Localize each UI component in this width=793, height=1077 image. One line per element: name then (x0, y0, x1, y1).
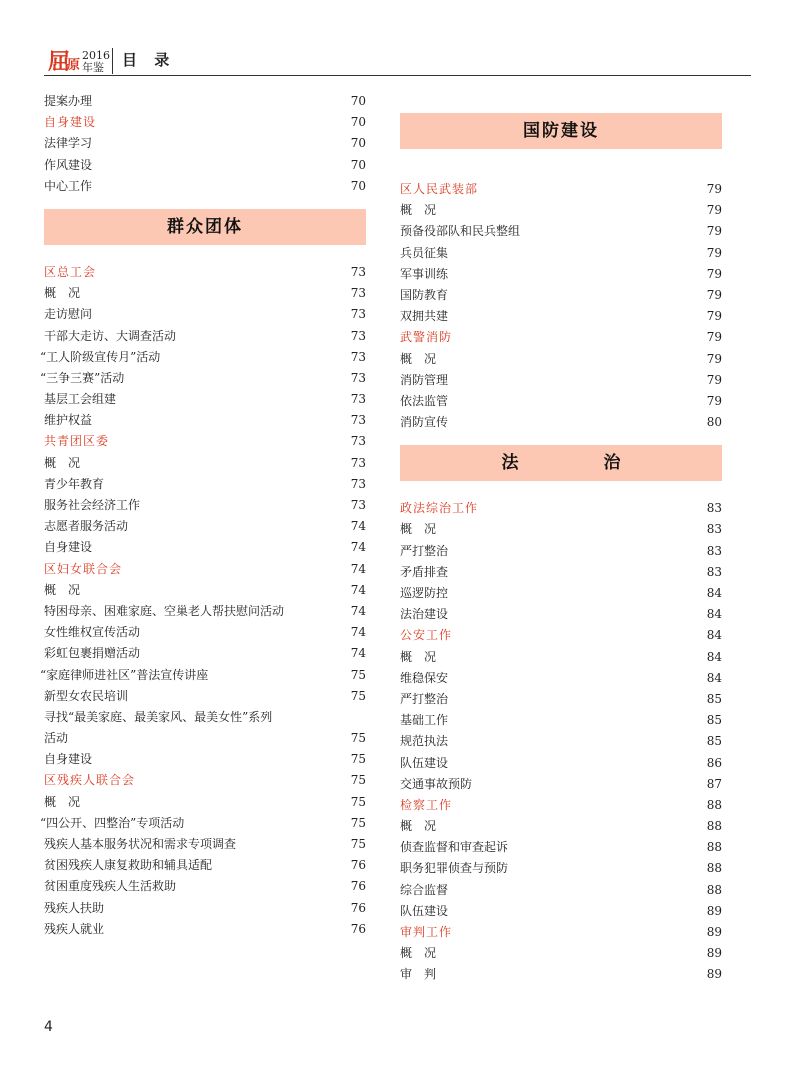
entry-title: 巡逻防控 (400, 586, 449, 600)
toc-entry[interactable] (44, 283, 366, 304)
entry-title: “家庭律师进社区”普法宣传讲座 (40, 667, 209, 682)
toc-entry[interactable] (44, 876, 366, 897)
entry-title: 消防管理 (400, 372, 449, 387)
entry-page: 79 (706, 351, 722, 366)
logo-year: 2016 (82, 49, 110, 62)
toc-entry[interactable] (400, 774, 722, 795)
entry-page: 88 (706, 797, 722, 812)
entry-page: 87 (706, 776, 722, 791)
entry-title: 审判工作 (400, 925, 453, 939)
toc-category[interactable] (44, 112, 366, 133)
entry-title: 寻找“最美家庭、最美家风、最美女性”系列 (44, 709, 273, 724)
toc-left-column (40, 91, 366, 940)
entry-page: 83 (706, 543, 722, 558)
entry-page: 79 (706, 287, 722, 302)
entry-page: 75 (350, 837, 366, 851)
entry-title: 走访慰问 (44, 307, 93, 322)
entry-page: 73 (350, 264, 366, 279)
entry-page: 74 (350, 540, 366, 555)
section-banner-national-defense (400, 113, 722, 149)
entry-page: 73 (350, 413, 366, 428)
entry-title: 区人民武装部 (400, 182, 479, 196)
entry-title: 武警消防 (400, 330, 453, 345)
toc-category[interactable] (44, 770, 366, 791)
entry-title: 干部大走访、大调查活动 (44, 328, 177, 343)
entry-title: 特困母亲、困难家庭、空巢老人帮扶慰问活动 (44, 603, 285, 618)
section-title: 国防建设 (523, 121, 599, 141)
toc-left-top-list (44, 91, 366, 197)
entry-page: 88 (706, 840, 722, 855)
entry-title: 综合监督 (400, 882, 449, 897)
entry-title: 兵员征集 (400, 245, 449, 260)
entry-page: 75 (350, 688, 366, 703)
toc-category[interactable] (400, 179, 722, 200)
toc-right-list-2 (400, 498, 722, 985)
entry-title: 预备役部队和民兵整组 (400, 224, 521, 239)
entry-title: 概 况 (400, 351, 437, 366)
entry-title: 自身建设 (44, 752, 93, 767)
entry-title: 审 判 (400, 967, 437, 982)
entry-title: 规范执法 (400, 734, 449, 749)
entry-page: 76 (350, 879, 366, 894)
toc-entry[interactable] (400, 710, 722, 731)
toc-entry[interactable] (44, 410, 366, 431)
entry-title: 概 况 (400, 946, 437, 961)
toc-entry[interactable] (44, 133, 366, 154)
header-divider (112, 48, 113, 74)
entry-title: 青少年教育 (44, 476, 105, 491)
entry-title: 政法综治工作 (400, 501, 479, 516)
entry-title: 国防教育 (400, 287, 449, 302)
section-title: 法 治 (501, 453, 655, 474)
entry-page: 89 (706, 967, 722, 982)
toc-entry[interactable] (400, 412, 722, 433)
entry-title: “四公开、四整治”专项活动 (40, 815, 185, 830)
entry-title: 女性维权宣传活动 (44, 625, 141, 640)
entry-page: 73 (350, 498, 366, 512)
entry-page: 85 (706, 734, 722, 749)
entry-page: 74 (350, 625, 366, 640)
entry-title: 区妇女联合会 (44, 561, 123, 576)
entry-page: 73 (350, 455, 366, 470)
entry-page: 75 (350, 794, 366, 809)
toc-entry[interactable] (400, 964, 722, 985)
toc-entry[interactable] (400, 943, 722, 964)
entry-page: 70 (350, 136, 366, 151)
toc-category[interactable] (400, 795, 722, 816)
entry-title: 概 况 (44, 582, 81, 597)
entry-page: 73 (350, 434, 366, 449)
entry-title: 自身建设 (44, 540, 93, 555)
entry-page: 79 (706, 182, 722, 196)
toc-entry[interactable] (44, 622, 366, 643)
toc-entry[interactable] (400, 604, 722, 625)
toc-category[interactable] (44, 431, 366, 452)
entry-title: 公安工作 (400, 628, 453, 643)
toc-entry[interactable] (40, 813, 366, 834)
toc-entry[interactable] (44, 453, 366, 474)
toc-entry[interactable] (44, 834, 366, 855)
entry-title: 概 况 (400, 203, 437, 218)
entry-page: 88 (706, 819, 722, 834)
toc-entry[interactable] (44, 91, 366, 112)
entry-title: 残疾人扶助 (44, 900, 105, 915)
entry-page: 74 (350, 646, 366, 661)
entry-page: 74 (350, 561, 366, 576)
entry-page: 75 (350, 667, 366, 682)
toc-entry[interactable] (44, 580, 366, 601)
section-banner-mass-organizations (44, 209, 366, 245)
entry-page: 74 (350, 603, 366, 618)
entry-page: 79 (706, 266, 722, 281)
entry-title: 残疾人基本服务状况和需求专项调查 (44, 837, 237, 851)
toc-entry[interactable] (400, 689, 722, 710)
entry-page: 73 (350, 307, 366, 322)
toc-category[interactable] (44, 262, 366, 283)
toc-entry[interactable] (400, 753, 722, 774)
toc-entry[interactable] (44, 176, 366, 197)
entry-title: 概 况 (400, 819, 437, 834)
entry-title: 矛盾排查 (400, 564, 449, 579)
entry-page: 89 (706, 946, 722, 961)
entry-title: 检察工作 (400, 797, 453, 812)
entry-title: “工人阶级宣传月”活动 (40, 349, 161, 364)
toc-category[interactable] (400, 327, 722, 348)
toc-entry[interactable] (400, 370, 722, 391)
entry-page: 75 (350, 815, 366, 830)
entry-title: 新型女农民培训 (44, 688, 129, 703)
page-header (44, 44, 751, 76)
page-title: 目 录 (122, 51, 176, 69)
toc-entry[interactable] (400, 647, 722, 668)
entry-title: 消防宣传 (400, 415, 449, 430)
toc-entry[interactable] (400, 562, 722, 583)
entry-page: 89 (706, 925, 722, 939)
entry-page: 75 (350, 731, 366, 746)
entry-page: 79 (706, 372, 722, 387)
entry-title: 法治建设 (400, 607, 449, 622)
toc-entry[interactable] (44, 516, 366, 537)
entry-title: 维护权益 (44, 413, 93, 428)
toc-entry[interactable] (44, 601, 366, 622)
entry-page: 79 (706, 393, 722, 408)
entry-title: 概 况 (400, 522, 437, 537)
toc-entry[interactable] (400, 221, 722, 242)
toc-entry[interactable] (400, 349, 722, 370)
toc-entry[interactable] (44, 495, 366, 516)
entry-page: 80 (706, 415, 722, 430)
entry-page: 79 (706, 245, 722, 260)
entry-page: 73 (350, 370, 366, 385)
toc-entry[interactable] (400, 200, 722, 221)
entry-page: 79 (706, 309, 722, 324)
toc-entry[interactable] (400, 264, 722, 285)
entry-page: 70 (350, 115, 366, 130)
entry-title: 残疾人就业 (44, 921, 105, 936)
entry-title: 概 况 (44, 286, 81, 301)
entry-page: 83 (706, 501, 722, 516)
toc-category[interactable] (400, 922, 722, 943)
logo-yearbook-label: 年鉴 (82, 61, 104, 74)
yearbook-logo: 屈原 (48, 50, 81, 75)
toc-entry[interactable] (40, 368, 366, 389)
entry-page: 70 (350, 178, 366, 193)
section-title: 群众团体 (167, 216, 243, 237)
entry-title: 区残疾人联合会 (44, 773, 136, 788)
entry-page: 75 (350, 773, 366, 788)
entry-page: 73 (350, 328, 366, 343)
toc-entry[interactable] (400, 243, 722, 264)
toc-entry[interactable] (400, 901, 722, 922)
entry-title: 贫困重度残疾人生活救助 (44, 879, 177, 894)
entry-title: 严打整治 (400, 691, 449, 706)
entry-title: 贫困残疾人康复救助和辅具适配 (44, 858, 213, 873)
entry-page: 85 (706, 713, 722, 728)
toc-entry[interactable] (44, 537, 366, 558)
entry-page: 74 (350, 519, 366, 534)
entry-page: 70 (350, 157, 366, 172)
header-rule (44, 75, 751, 76)
toc-entry[interactable] (400, 541, 722, 562)
entry-page: 76 (350, 921, 366, 936)
toc-entry[interactable] (44, 155, 366, 176)
entry-page: 73 (350, 349, 366, 364)
toc-category[interactable] (400, 625, 722, 646)
toc-entry[interactable] (44, 643, 366, 664)
toc-left-list (40, 262, 366, 940)
entry-page: 88 (706, 861, 722, 876)
toc-entry[interactable] (44, 898, 366, 919)
entry-title: 基础工作 (400, 713, 449, 728)
entry-title: 共青团区委 (44, 434, 110, 449)
entry-page: 73 (350, 476, 366, 491)
toc-entry[interactable] (44, 919, 366, 940)
entry-page: 76 (350, 900, 366, 915)
toc-entry[interactable] (40, 665, 366, 686)
entry-title: 概 况 (44, 455, 81, 470)
entry-title: 志愿者服务活动 (44, 519, 129, 534)
entry-page: 70 (350, 94, 366, 108)
entry-page: 88 (706, 882, 722, 897)
entry-title: “三争三赛”活动 (40, 370, 125, 385)
entry-title: 交通事故预防 (400, 776, 473, 791)
toc-entry[interactable] (44, 728, 366, 749)
entry-title: 区总工会 (44, 264, 97, 279)
entry-title: 彩虹包裹捐赠活动 (44, 646, 141, 661)
entry-title: 依法监管 (400, 393, 449, 408)
entry-title: 严打整治 (400, 543, 449, 558)
entry-page: 83 (706, 564, 722, 579)
entry-page: 84 (706, 607, 722, 622)
toc-entry[interactable] (44, 326, 366, 347)
entry-page: 86 (706, 755, 722, 770)
entry-title: 作风建设 (44, 157, 93, 172)
entry-page: 79 (706, 224, 722, 239)
toc-entry[interactable] (400, 880, 722, 901)
toc-entry[interactable] (44, 474, 366, 495)
toc-right-list-1 (400, 179, 722, 433)
toc-entry[interactable] (44, 855, 366, 876)
entry-page: 79 (706, 330, 722, 345)
entry-page: 76 (350, 858, 366, 873)
toc-entry[interactable] (400, 285, 722, 306)
toc-entry[interactable] (44, 749, 366, 770)
toc-entry[interactable] (400, 519, 722, 540)
toc-entry[interactable] (400, 391, 722, 412)
page-number: 4 (44, 1019, 53, 1035)
toc-entry[interactable] (400, 583, 722, 604)
entry-page: 73 (350, 392, 366, 407)
toc-right-column (400, 113, 722, 986)
toc-entry[interactable] (400, 837, 722, 858)
entry-title: 队伍建设 (400, 755, 449, 770)
entry-title: 中心工作 (44, 178, 93, 193)
entry-page: 84 (706, 628, 722, 643)
entry-title: 法律学习 (44, 136, 93, 151)
toc-entry[interactable] (44, 707, 366, 728)
entry-title: 职务犯罪侦查与预防 (400, 861, 509, 876)
toc-entry[interactable] (400, 816, 722, 837)
entry-title: 活动 (44, 731, 69, 746)
entry-page: 79 (706, 203, 722, 218)
toc-entry[interactable] (44, 792, 366, 813)
entry-page: 73 (350, 286, 366, 301)
toc-entry[interactable] (400, 731, 722, 752)
entry-title: 服务社会经济工作 (44, 498, 141, 512)
toc-entry[interactable] (400, 858, 722, 879)
toc-entry[interactable] (44, 686, 366, 707)
entry-title: 概 况 (400, 649, 437, 664)
entry-title: 提案办理 (44, 94, 93, 108)
entry-page: 84 (706, 586, 722, 600)
entry-page: 84 (706, 649, 722, 664)
entry-title: 概 况 (44, 794, 81, 809)
entry-page: 84 (706, 670, 722, 685)
entry-title: 维稳保安 (400, 670, 449, 685)
entry-page: 74 (350, 582, 366, 597)
toc-category[interactable] (400, 498, 722, 519)
entry-page: 83 (706, 522, 722, 537)
entry-title: 基层工会组建 (44, 392, 117, 407)
toc-entry[interactable] (44, 304, 366, 325)
section-banner-rule-of-law (400, 445, 722, 481)
entry-title: 双拥共建 (400, 309, 449, 324)
toc-entry[interactable] (44, 389, 366, 410)
entry-page: 85 (706, 691, 722, 706)
entry-title: 自身建设 (44, 115, 97, 130)
toc-entry[interactable] (400, 668, 722, 689)
entry-page: 75 (350, 752, 366, 767)
entry-title: 军事训练 (400, 266, 449, 281)
entry-page: 89 (706, 903, 722, 918)
entry-title: 队伍建设 (400, 903, 449, 918)
toc-category[interactable] (44, 559, 366, 580)
entry-title: 侦查监督和审查起诉 (400, 840, 509, 855)
toc-entry[interactable] (400, 306, 722, 327)
toc-entry[interactable] (40, 347, 366, 368)
